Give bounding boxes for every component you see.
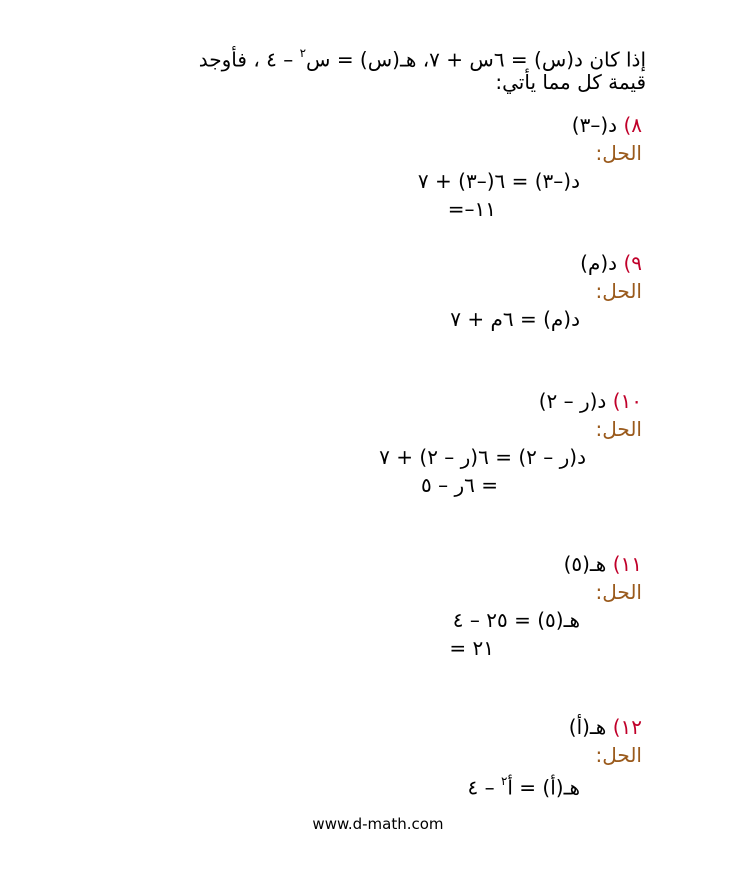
footer-website: www.d-math.com	[312, 815, 444, 833]
problem-expression: هـ(٥)	[563, 552, 607, 576]
problem-number: ١١)	[612, 552, 642, 576]
problem-12-heading	[569, 714, 642, 740]
solution-label: الحل:	[595, 417, 642, 441]
solution-step: = ٢١	[449, 636, 494, 660]
solution-step: د(ر – ٢) = ٦(ر – ٢) + ٧	[379, 445, 586, 469]
solution-step: = ٦ر – ٥	[421, 473, 498, 497]
problem-number: ٨)	[623, 113, 642, 137]
problem-9-heading	[580, 250, 642, 276]
problem-10-heading	[539, 388, 642, 414]
solution-label: الحل:	[595, 141, 642, 165]
intro-text: – ٤ ، فأوجد	[198, 47, 300, 72]
step-text: – ٤	[467, 775, 501, 800]
problem-expression: د(ر – ٢)	[538, 389, 607, 413]
solution-step: هـ(٥) = ٢٥ – ٤	[452, 608, 580, 632]
solution-label: الحل:	[595, 743, 642, 767]
intro-line-2: قيمة كل مما يأتي:	[495, 70, 646, 94]
step-text: هـ(أ) = أ	[507, 775, 580, 800]
solution-step: =–١١	[447, 197, 496, 221]
solution-step: د(–٣) = ٦(–٣) + ٧	[417, 169, 580, 193]
solution-step	[467, 770, 580, 801]
problem-8-heading	[572, 112, 642, 138]
solution-label: الحل:	[595, 279, 642, 303]
problem-11-heading	[564, 551, 642, 577]
exponent: ٢	[299, 46, 307, 60]
solution-label: الحل:	[595, 580, 642, 604]
intro-text: إذا كان د(س) = ٦س + ٧، هـ(س) = س	[306, 47, 646, 72]
problem-expression: د(م)	[580, 251, 618, 275]
problem-expression: هـ(أ)	[568, 715, 607, 739]
exponent: ٢	[500, 774, 508, 788]
problem-expression: د(–٣)	[571, 113, 618, 137]
problem-number: ١٢)	[612, 715, 642, 739]
problem-number: ٩)	[623, 251, 642, 275]
problem-number: ١٠)	[612, 389, 642, 413]
solution-step: د(م) = ٦م + ٧	[450, 307, 580, 331]
